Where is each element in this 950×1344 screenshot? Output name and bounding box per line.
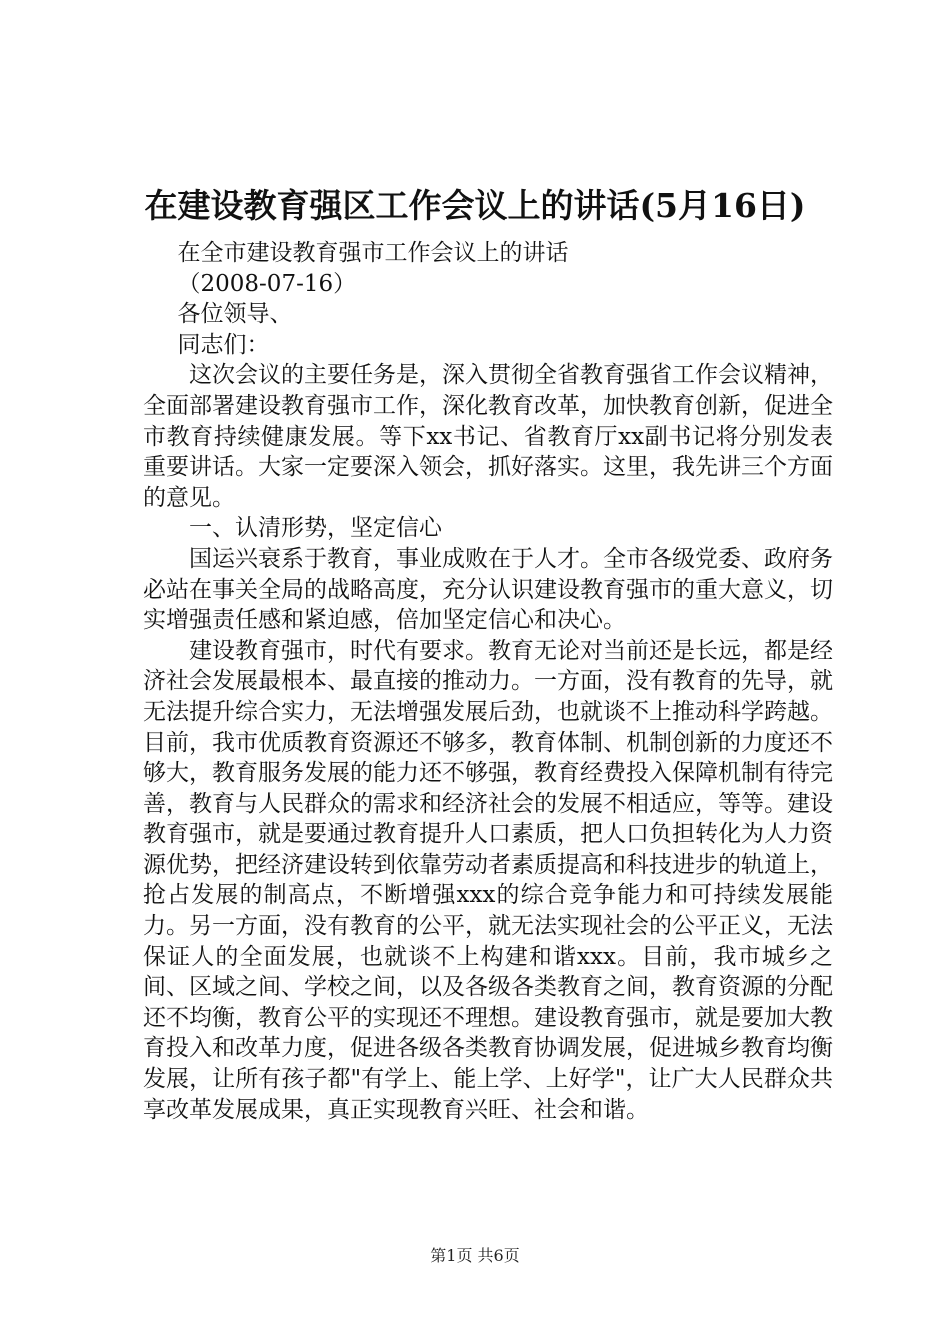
salutation-leaders: 各位领导、: [177, 301, 293, 328]
page-number: 第1页 共6页: [430, 1246, 520, 1265]
paragraph-2: 国运兴衰系于教育，事业成败在于人才。全市各级党委、政府务必站在事关全局的战略高度，充分认识建设教育强市的重大意义，切实增强责任感和紧迫感，倍加坚定信心和决心。: [143, 545, 833, 634]
paragraph-3: 建设教育强市，时代有要求。教育无论对当前还是长远，都是经济社会发展最根本、最直接的推动力。一方面，没有教育的先导，就无法提升综合实力，无法增强发展后劲，也就谈不上推动科学跨越。目前，我市优质教育资源还不够多，教育体制、机制创新的力度还不够大，教育服务发展的能力还不够强，教育经费投入保障机制有待完善，教育与人民群众的需求和经济社会的发展不相适应，等等。建设教育强市，就是要通过教育提升人口素质，把人口负担转化为人力资源优势，把经济建设转到依靠劳动者素质提高和科技进步的轨道上，抢占发展的制高点，不断增强xxx的综合竞争能力和可持续发展能力。另一方面，没有教育的公平，就无法实现社会的公平正义，无法保证人的全面发展，也就谈不上构建和谐xxx。目前，我市城乡之间、区域之间、学校之间，以及各级各类教育之间，教育资源的分配还不均衡，教育公平的实现还不理想。建设教育强市，就是要加大教育投入和改革力度，促进各级各类教育协调发展，促进城乡教育均衡发展，让所有孩子都"有学上、能上学、上好学"，让广大人民群众共享改革发展成果，真正实现教育兴旺、社会和谐。: [143, 637, 833, 1123]
paragraph-intro: 这次会议的主要任务是，深入贯彻全省教育强省工作会议精神，全面部署建设教育强市工作，深化教育改革，加快教育创新，促进全市教育持续健康发展。等下xx书记、省教育厅xx副书记将分别发表重要讲话。大家一定要深入领会，抓好落实。这里，我先讲三个方面的意见。: [143, 362, 833, 511]
salutation-comrades: 同志们：: [177, 331, 270, 358]
speech-subtitle: 在全市建设教育强市工作会议上的讲话: [177, 240, 569, 266]
document-body: [143, 238, 833, 1125]
section-heading-1: 一、认清形势，坚定信心: [189, 515, 442, 542]
page-title: 在建设教育强区工作会议上的讲话(5月16日): [144, 186, 806, 225]
speech-date: （2008-07-16）: [177, 270, 357, 297]
